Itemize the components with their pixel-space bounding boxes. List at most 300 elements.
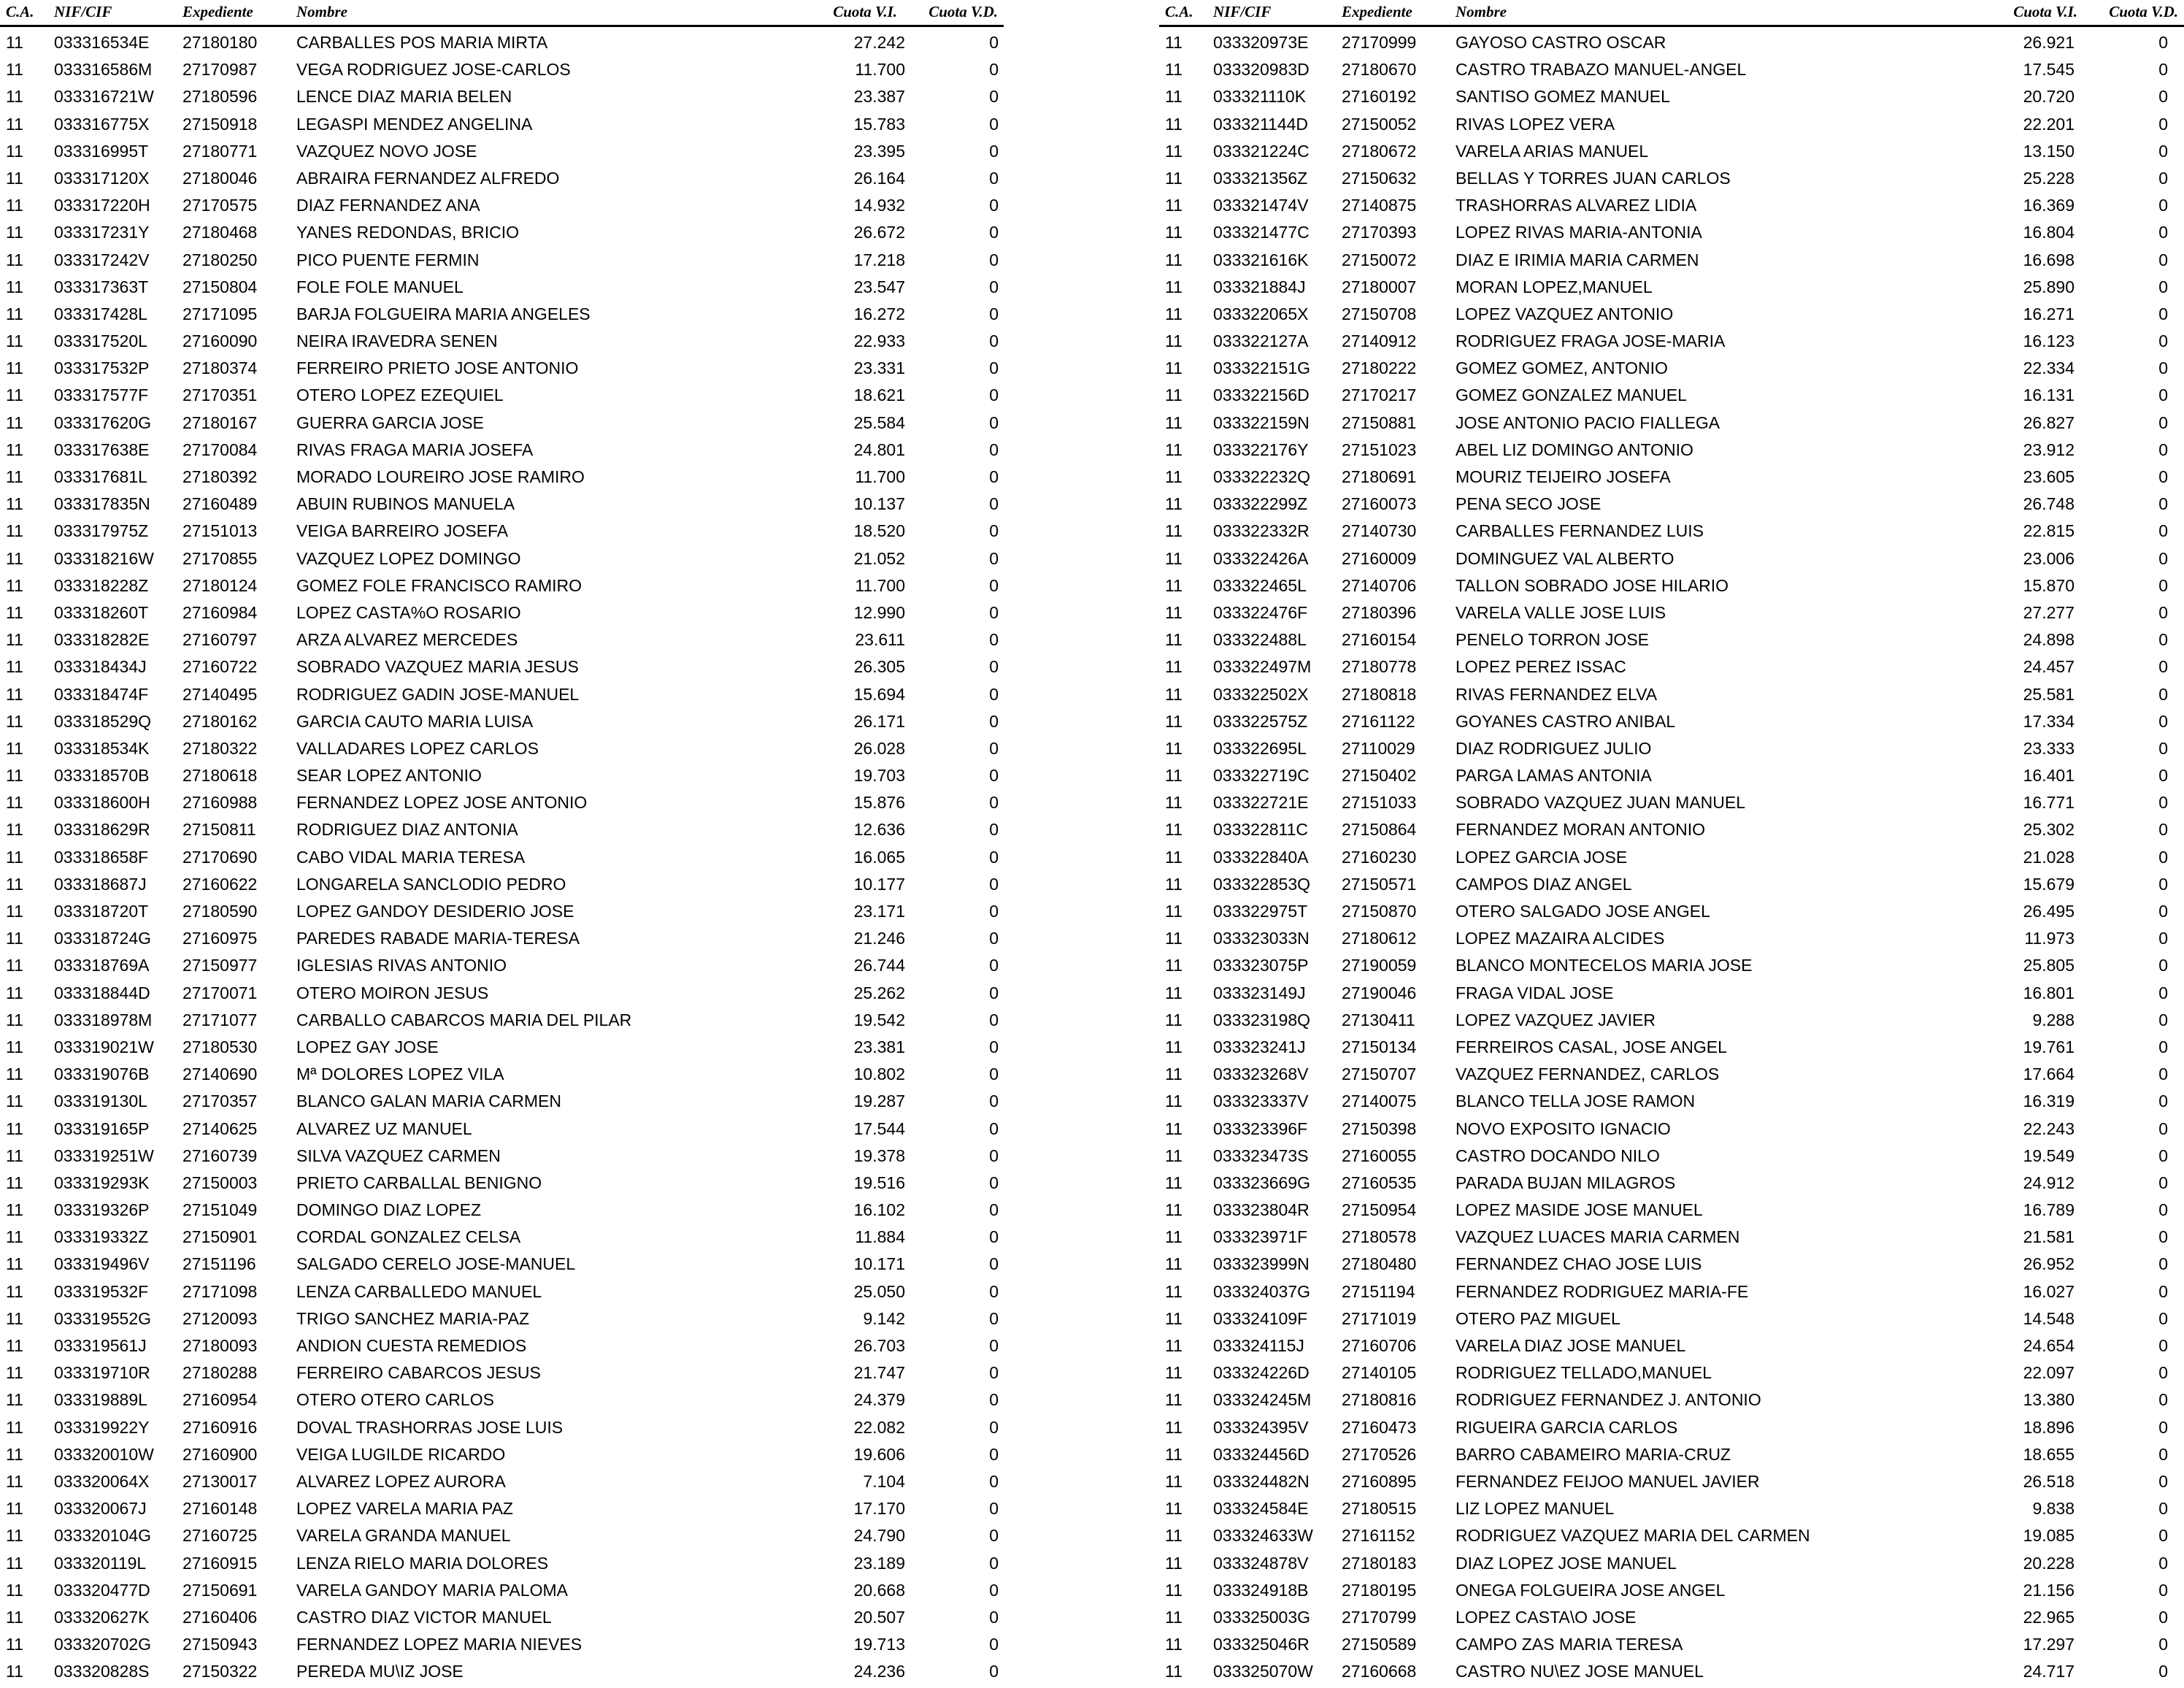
table-row [1159,1575,2184,1602]
cell-ca: 11 [6,1146,23,1165]
cell-nombre: GOYANES CASTRO ANIBAL [1456,711,1676,731]
cell-ca: 11 [1165,1064,1183,1084]
table-row [0,1330,1015,1357]
cell-ca: 11 [1165,874,1183,894]
cell-expediente: 27160722 [182,657,258,677]
cell-expediente: 27160988 [182,793,258,813]
cell-nombre: VARELA ARIAS MANUEL [1456,141,1649,161]
cell-nif: 033317975Z [54,521,149,541]
table-row [1159,950,2184,977]
cell-nombre: FERREIRO CABARCOS JESUS [296,1363,541,1383]
cell-nif: 033321474V [1213,196,1309,215]
cell-nif: 033320627K [54,1607,150,1627]
cell-cuota-vd: 0 [2158,575,2168,595]
table-row [0,1303,1015,1330]
cell-cuota-vd: 0 [989,521,999,541]
cell-cuota-vd: 0 [2158,711,2168,731]
cell-nombre: FERNANDEZ FEIJOO MANUEL JAVIER [1456,1471,1760,1491]
cell-nif: 033323804R [1213,1200,1310,1220]
table-body [1159,27,2184,1683]
cell-expediente: 27160916 [182,1417,258,1437]
table-row [0,1167,1015,1194]
cell-cuota-vd: 0 [2158,684,2168,704]
cell-expediente: 27150811 [182,820,256,840]
cell-nif: 033321884J [1213,277,1306,296]
cell-expediente: 27180778 [1342,657,1417,677]
cell-nombre: SILVA VAZQUEZ CARMEN [296,1146,501,1165]
table-row [0,1384,1015,1411]
cell-cuota-vi: 19.542 [853,1010,905,1029]
cell-ca: 11 [1165,1200,1183,1220]
cell-expediente: 27150870 [1342,902,1417,921]
cell-cuota-vd: 0 [989,467,999,486]
cell-cuota-vi: 19.713 [853,1635,905,1654]
cell-cuota-vd: 0 [2158,1254,2168,1274]
cell-cuota-vi: 21.028 [2023,847,2075,867]
header-nif: NIF/CIF [1213,3,1272,20]
table-row [1159,1466,2184,1493]
cell-nif: 033324395V [1213,1417,1309,1437]
cell-ca: 11 [6,1173,23,1192]
cell-cuota-vi: 14.932 [853,196,905,215]
cell-expediente: 27180618 [182,766,258,786]
cell-cuota-vi: 19.287 [853,1092,905,1111]
cell-nif: 033322502X [1213,684,1309,704]
cell-ca: 11 [6,60,23,80]
cell-cuota-vi: 17.170 [853,1499,905,1519]
cell-nombre: LOPEZ CASTA%O ROSARIO [296,602,521,622]
cell-expediente: 27140495 [182,684,258,704]
cell-expediente: 27130017 [182,1471,258,1491]
cell-nombre: OTERO MOIRON JESUS [296,983,489,1002]
cell-nif: 033322232Q [1213,467,1311,486]
cell-cuota-vi: 17.664 [2023,1064,2075,1084]
cell-cuota-vd: 0 [989,1526,999,1546]
cell-cuota-vi: 25.805 [2023,956,2075,975]
table-row [0,597,1015,624]
cell-expediente: 27160706 [1342,1336,1417,1355]
cell-nif: 033318260T [54,602,149,622]
cell-nif: 033318282E [54,630,150,650]
cell-cuota-vi: 17.544 [853,1119,905,1138]
cell-cuota-vd: 0 [2158,467,2168,486]
cell-nif: 033324226D [1213,1363,1310,1383]
cell-cuota-vi: 16.102 [853,1200,905,1220]
table-row [0,1113,1015,1140]
cell-cuota-vi: 16.698 [2023,250,2075,269]
table-row [1159,896,2184,923]
cell-nombre: DIAZ E IRIMIA MARIA CARMEN [1456,250,1699,269]
cell-nombre: FERNANDEZ MORAN ANTONIO [1456,820,1706,840]
cell-cuota-vi: 21.246 [853,929,905,948]
cell-nif: 033321477C [1213,223,1310,242]
cell-nombre: RODRIGUEZ TELLADO,MANUEL [1456,1363,1712,1383]
cell-nif: 033323149J [1213,983,1306,1002]
table-row [1159,407,2184,434]
cell-expediente: 27160739 [182,1146,258,1165]
cell-ca: 11 [1165,168,1183,188]
cell-nif: 033322465L [1213,575,1307,595]
cell-nombre: LENZA CARBALLEDO MANUEL [296,1281,542,1301]
table-row [0,814,1015,841]
cell-expediente: 27180691 [1342,467,1417,486]
cell-cuota-vd: 0 [989,1281,999,1301]
cell-expediente: 27150804 [182,277,258,296]
cell-ca: 11 [1165,929,1183,948]
cell-ca: 11 [1165,1119,1183,1138]
cell-ca: 11 [6,1635,23,1654]
cell-cuota-vd: 0 [2158,1471,2168,1491]
cell-cuota-vd: 0 [989,711,999,731]
cell-nif: 033320983D [1213,60,1310,80]
cell-expediente: 27160192 [1342,87,1417,107]
table-row [0,1493,1015,1520]
cell-cuota-vi: 25.302 [2023,820,2075,840]
cell-cuota-vd: 0 [989,1308,999,1328]
cell-cuota-vi: 26.827 [2023,413,2075,432]
cell-nif: 033322695L [1213,738,1307,758]
cell-cuota-vi: 16.771 [2023,793,2075,813]
cell-ca: 11 [1165,141,1183,161]
cell-cuota-vd: 0 [989,602,999,622]
cell-nombre: FRAGA VIDAL JOSE [1456,983,1614,1002]
cell-cuota-vd: 0 [989,657,999,677]
table-row [0,760,1015,787]
cell-cuota-vi: 18.896 [2023,1417,2075,1437]
cell-nombre: YANES REDONDAS, BRICIO [296,223,520,242]
cell-ca: 11 [1165,956,1183,975]
cell-nif: 033324584E [1213,1499,1309,1519]
cell-nif: 033320067J [54,1499,147,1519]
cell-cuota-vi: 26.921 [2023,33,2075,52]
cell-expediente: 27150589 [1342,1635,1417,1654]
cell-nombre: JOSE ANTONIO PACIO FIALLEGA [1456,413,1720,432]
cell-nif: 033319332Z [54,1227,149,1247]
cell-nif: 033322497M [1213,657,1312,677]
cell-cuota-vd: 0 [2158,1526,2168,1546]
cell-nif: 033322127A [1213,331,1309,351]
cell-nif: 033325046R [1213,1635,1310,1654]
cell-expediente: 27140730 [1342,521,1417,541]
cell-cuota-vi: 27.277 [2023,602,2075,622]
cell-cuota-vi: 22.334 [2023,358,2075,378]
cell-ca: 11 [6,1499,23,1519]
cell-nombre: RODRIGUEZ FERNANDEZ J. ANTONIO [1456,1390,1761,1410]
cell-nif: 033316995T [54,141,149,161]
cell-nif: 033325003G [1213,1607,1311,1627]
cell-cuota-vi: 13.380 [2023,1390,2075,1410]
cell-nombre: VEIGA LUGILDE RICARDO [296,1444,506,1464]
cell-ca: 11 [6,467,23,486]
cell-nif: 033318474F [54,684,149,704]
cell-nif: 033319889L [54,1390,147,1410]
cell-nif: 033322159N [1213,413,1310,432]
cell-cuota-vd: 0 [2158,1444,2168,1464]
cell-nif: 033322811C [1213,820,1309,840]
cell-nif: 033323033N [1213,929,1310,948]
cell-nif: 033320973E [1213,33,1309,52]
cell-ca: 11 [1165,467,1183,486]
cell-expediente: 27160900 [182,1444,258,1464]
cell-cuota-vd: 0 [2158,956,2168,975]
table-row [0,1194,1015,1221]
cell-cuota-vd: 0 [2158,358,2168,378]
cell-nombre: LOPEZ VARELA MARIA PAZ [296,1499,513,1519]
cell-nombre: FERNANDEZ RODRIGUEZ MARIA-FE [1456,1281,1749,1301]
cell-expediente: 27170084 [182,440,258,459]
cell-expediente: 27150977 [182,956,258,975]
cell-expediente: 27170855 [182,548,258,568]
cell-nif: 033319251W [54,1146,154,1165]
table-row [0,1357,1015,1384]
cell-nombre: GOMEZ GOMEZ, ANTONIO [1456,358,1668,378]
cell-nombre: GOMEZ FOLE FRANCISCO RAMIRO [296,575,582,595]
cell-expediente: 27150901 [182,1227,258,1247]
cell-nif: 033317120X [54,168,150,188]
cell-nif: 033324482N [1213,1471,1310,1491]
cell-nif: 033318529Q [54,711,152,731]
cell-ca: 11 [6,1417,23,1437]
cell-ca: 11 [1165,1146,1183,1165]
table-row [0,950,1015,977]
cell-ca: 11 [1165,114,1183,134]
cell-ca: 11 [1165,87,1183,107]
cell-nombre: LOPEZ PEREZ ISSAC [1456,657,1626,677]
cell-nif: 033323268V [1213,1064,1309,1084]
cell-ca: 11 [6,304,23,323]
cell-cuota-vd: 0 [989,983,999,1002]
cell-nombre: SANTISO GOMEZ MANUEL [1456,87,1670,107]
cell-ca: 11 [1165,766,1183,786]
cell-cuota-vi: 15.694 [853,684,905,704]
table-row [1159,109,2184,136]
cell-nombre: RODRIGUEZ DIAZ ANTONIA [296,820,518,840]
cell-cuota-vi: 19.516 [853,1173,905,1192]
cell-nombre: LENCE DIAZ MARIA BELEN [296,87,512,107]
cell-nif: 033317681L [54,467,147,486]
cell-expediente: 27150632 [1342,168,1417,188]
cell-cuota-vd: 0 [989,1254,999,1274]
cell-cuota-vd: 0 [989,874,999,894]
cell-cuota-vd: 0 [989,304,999,323]
cell-cuota-vi: 26.495 [2023,902,2075,921]
cell-cuota-vd: 0 [989,847,999,867]
cell-expediente: 27150052 [1342,114,1417,134]
cell-cuota-vd: 0 [989,277,999,296]
table-row [0,869,1015,896]
cell-ca: 11 [6,956,23,975]
cell-ca: 11 [1165,1580,1183,1600]
cell-ca: 11 [6,1607,23,1627]
cell-cuota-vi: 22.082 [853,1417,905,1437]
cell-cuota-vi: 16.804 [2023,223,2075,242]
table-row [0,1140,1015,1167]
cell-cuota-vd: 0 [2158,494,2168,514]
cell-nombre: CABO VIDAL MARIA TERESA [296,847,526,867]
table-row [0,272,1015,299]
cell-cuota-vd: 0 [2158,983,2168,1002]
cell-nombre: SEAR LOPEZ ANTONIO [296,766,482,786]
cell-cuota-vi: 25.581 [2023,684,2075,704]
cell-nif: 033318658F [54,847,149,867]
cell-expediente: 27180515 [1342,1499,1417,1519]
cell-expediente: 27170690 [182,847,258,867]
cell-cuota-vi: 11.973 [2024,929,2075,948]
table-row [0,1520,1015,1547]
cell-ca: 11 [6,1227,23,1247]
cell-nombre: RODRIGUEZ VAZQUEZ MARIA DEL CARMEN [1456,1526,1810,1546]
table-row [1159,842,2184,869]
cell-nombre: SOBRADO VAZQUEZ MARIA JESUS [296,657,579,677]
cell-cuota-vd: 0 [989,1363,999,1383]
cell-cuota-vd: 0 [2158,1010,2168,1029]
cell-cuota-vd: 0 [989,60,999,80]
cell-nombre: LOPEZ RIVAS MARIA-ANTONIA [1456,223,1702,242]
cell-cuota-vd: 0 [989,929,999,948]
cell-expediente: 27190059 [1342,956,1417,975]
cell-expediente: 27180167 [182,413,258,432]
table-row [1159,1330,2184,1357]
cell-ca: 11 [1165,1662,1183,1681]
cell-nombre: ARZA ALVAREZ MERCEDES [296,630,518,650]
cell-nombre: DIAZ RODRIGUEZ JULIO [1456,738,1652,758]
cell-nombre: RIVAS LOPEZ VERA [1456,114,1615,134]
cell-expediente: 27180288 [182,1363,258,1383]
cell-ca: 11 [1165,33,1183,52]
cell-nif: 033319710R [54,1363,150,1383]
cell-ca: 11 [6,168,23,188]
cell-expediente: 27150398 [1342,1119,1417,1138]
cell-nombre: DOMINGUEZ VAL ALBERTO [1456,548,1674,568]
cell-nombre: OTERO SALGADO JOSE ANGEL [1456,902,1710,921]
cell-nif: 033323241J [1213,1037,1306,1056]
cell-cuota-vi: 19.606 [853,1444,905,1464]
cell-nombre: ANDION CUESTA REMEDIOS [296,1336,527,1355]
cell-expediente: 27190046 [1342,983,1417,1002]
cell-nombre: DOMINGO DIAZ LOPEZ [296,1200,482,1220]
cell-cuota-vd: 0 [2158,60,2168,80]
table-row [1159,1439,2184,1466]
cell-cuota-vd: 0 [2158,1308,2168,1328]
cell-ca: 11 [6,874,23,894]
cell-cuota-vi: 24.457 [2023,657,2075,677]
table-row [1159,1656,2184,1683]
cell-nombre: VEIGA BARREIRO JOSEFA [296,521,509,541]
cell-cuota-vd: 0 [989,223,999,242]
cell-ca: 11 [1165,1526,1183,1546]
cell-ca: 11 [1165,277,1183,296]
cell-ca: 11 [6,413,23,432]
cell-cuota-vi: 25.262 [853,983,905,1002]
cell-nombre: ABEL LIZ DOMINGO ANTONIO [1456,440,1693,459]
cell-cuota-vd: 0 [989,1635,999,1654]
cell-expediente: 27170393 [1342,223,1417,242]
cell-cuota-vi: 10.171 [853,1254,905,1274]
cell-nombre: TRIGO SANCHEZ MARIA-PAZ [296,1308,530,1328]
cell-ca: 11 [6,983,23,1002]
cell-cuota-vi: 22.201 [2023,114,2075,134]
table-row [0,515,1015,542]
cell-ca: 11 [6,1037,23,1056]
cell-cuota-vi: 19.378 [853,1146,905,1165]
cell-ca: 11 [6,738,23,758]
cell-nif: 033319552G [54,1308,152,1328]
cell-cuota-vi: 24.717 [2023,1662,2075,1681]
cell-expediente: 27180183 [1342,1553,1417,1573]
table-row [1159,543,2184,570]
cell-ca: 11 [1165,1308,1183,1328]
cell-expediente: 27150864 [1342,820,1417,840]
table-row [0,407,1015,434]
cell-nombre: LOPEZ VAZQUEZ ANTONIO [1456,304,1674,323]
cell-cuota-vi: 25.050 [853,1281,905,1301]
cell-cuota-vd: 0 [2158,1064,2168,1084]
table-row [1159,434,2184,461]
cell-cuota-vi: 23.333 [2023,738,2075,758]
cell-expediente: 27170987 [182,60,258,80]
cell-cuota-vi: 21.156 [2023,1580,2075,1600]
cell-cuota-vi: 22.243 [2023,1119,2075,1138]
table-row [0,679,1015,706]
cell-cuota-vi: 12.990 [853,602,905,622]
cell-cuota-vi: 24.912 [2023,1173,2075,1192]
header-nombre: Nombre [1456,3,1507,20]
cell-nif: 033317520L [54,331,147,351]
cell-expediente: 27180818 [1342,684,1417,704]
cell-nombre: PENA SECO JOSE [1456,494,1602,514]
cell-nif: 033323396F [1213,1119,1308,1138]
cell-ca: 11 [1165,820,1183,840]
table-row [0,27,1015,54]
table-row [1159,1493,2184,1520]
table-row [1159,81,2184,108]
cell-expediente: 27180771 [182,141,258,161]
table-row [0,163,1015,190]
cell-expediente: 27151194 [1342,1281,1415,1301]
cell-nif: 033317242V [54,250,150,269]
cell-nombre: VEGA RODRIGUEZ JOSE-CARLOS [296,60,571,80]
cell-nombre: CARBALLO CABARCOS MARIA DEL PILAR [296,1010,632,1029]
cell-nombre: FERREIROS CASAL, JOSE ANGEL [1456,1037,1727,1056]
cell-ca: 11 [1165,1227,1183,1247]
cell-ca: 11 [6,1662,23,1681]
cell-nif: 033317532P [54,358,150,378]
cell-ca: 11 [6,1336,23,1355]
cell-expediente: 27180093 [182,1336,258,1355]
cell-cuota-vd: 0 [2158,385,2168,405]
cell-expediente: 27150708 [1342,304,1417,323]
cell-cuota-vd: 0 [989,168,999,188]
cell-cuota-vd: 0 [2158,331,2168,351]
cell-cuota-vi: 18.655 [2023,1444,2075,1464]
cell-cuota-vd: 0 [2158,548,2168,568]
cell-expediente: 27180180 [182,33,258,52]
cell-ca: 11 [1165,196,1183,215]
table-row [0,488,1015,515]
cell-expediente: 27110029 [1342,738,1415,758]
table-row [0,1602,1015,1629]
cell-cuota-vi: 23.605 [2023,467,2075,486]
table-row [1159,1412,2184,1439]
cell-cuota-vi: 16.272 [853,304,905,323]
table-row [1159,461,2184,488]
cell-cuota-vd: 0 [989,684,999,704]
cell-expediente: 27150571 [1342,874,1417,894]
cell-expediente: 27180530 [182,1037,258,1056]
table-row [0,190,1015,217]
cell-cuota-vd: 0 [989,250,999,269]
cell-expediente: 27180816 [1342,1390,1417,1410]
